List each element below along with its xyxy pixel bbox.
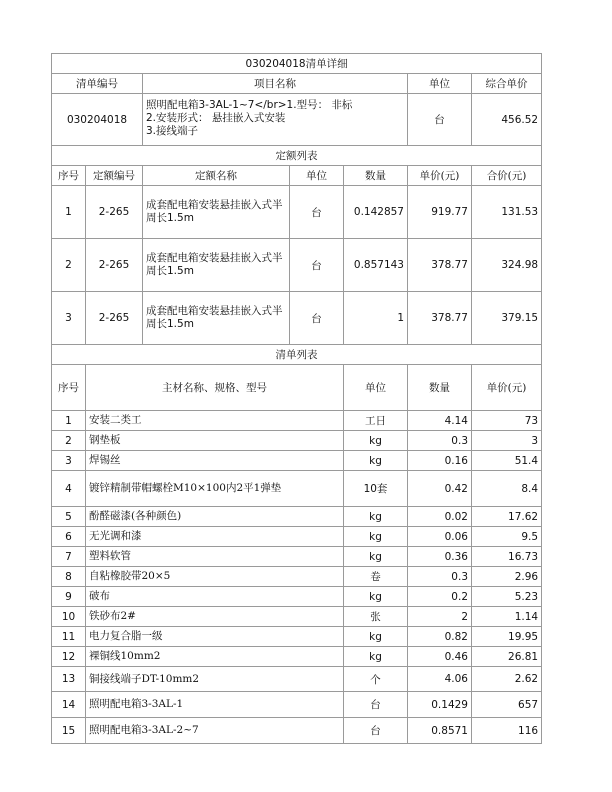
material-row: [52, 692, 542, 718]
quota-header-code: 定额编号: [86, 166, 143, 186]
material-unit: 张: [344, 607, 408, 627]
quota-no: 1: [52, 186, 86, 239]
quota-no: 3: [52, 292, 86, 345]
material-name: 照明配电箱3-3AL-1: [86, 692, 344, 718]
material-name: 钢垫板: [86, 431, 344, 451]
material-name: 电力复合脂一级: [86, 627, 344, 647]
material-unit: kg: [344, 647, 408, 667]
material-row: [52, 627, 542, 647]
material-unit: kg: [344, 451, 408, 471]
quota-section-title: 定额列表: [52, 146, 542, 166]
material-unit: 个: [344, 667, 408, 692]
material-qty: 0.82: [408, 627, 472, 647]
material-no: 3: [52, 451, 86, 471]
material-price: 16.73: [472, 547, 542, 567]
material-unit: 卷: [344, 567, 408, 587]
material-price: 51.4: [472, 451, 542, 471]
material-price: 26.81: [472, 647, 542, 667]
material-name: 裸铜线10mm2: [86, 647, 344, 667]
quota-row: [52, 292, 542, 345]
material-price: 73: [472, 411, 542, 431]
material-name: 无光调和漆: [86, 527, 344, 547]
quota-row: [52, 186, 542, 239]
quota-header-name: 定额名称: [143, 166, 290, 186]
quota-qty: 1: [344, 292, 408, 345]
material-row: [52, 567, 542, 587]
material-no: 8: [52, 567, 86, 587]
material-row: [52, 718, 542, 744]
material-name: 照明配电箱3-3AL-2~7: [86, 718, 344, 744]
material-name: 自粘橡胶带20×5: [86, 567, 344, 587]
quota-name: 成套配电箱安装悬挂嵌入式半周长1.5m: [143, 292, 290, 345]
materials-header-qty: 数量: [408, 365, 472, 411]
quota-section-row: [52, 146, 542, 166]
material-name: 铜接线端子DT-10mm2: [86, 667, 344, 692]
material-price: 116: [472, 718, 542, 744]
material-name: 破布: [86, 587, 344, 607]
material-no: 13: [52, 667, 86, 692]
material-unit: kg: [344, 431, 408, 451]
material-qty: 0.42: [408, 471, 472, 507]
quota-qty: 0.857143: [344, 239, 408, 292]
material-unit: 10套: [344, 471, 408, 507]
material-row: [52, 431, 542, 451]
material-price: 5.23: [472, 587, 542, 607]
material-qty: 4.06: [408, 667, 472, 692]
material-unit: kg: [344, 527, 408, 547]
material-qty: 0.06: [408, 527, 472, 547]
quota-total: 324.98: [472, 239, 542, 292]
quota-code: 2-265: [86, 186, 143, 239]
materials-header-name: 主材名称、规格、型号: [86, 365, 344, 411]
material-no: 6: [52, 527, 86, 547]
material-price: 19.95: [472, 627, 542, 647]
quota-qty: 0.142857: [344, 186, 408, 239]
material-row: [52, 411, 542, 431]
quota-unit: 台: [290, 292, 344, 345]
quota-name: 成套配电箱安装悬挂嵌入式半周长1.5m: [143, 239, 290, 292]
material-name: 铁砂布2#: [86, 607, 344, 627]
materials-header-unit: 单位: [344, 365, 408, 411]
quota-price: 378.77: [408, 292, 472, 345]
materials-header-price: 单价(元): [472, 365, 542, 411]
material-qty: 2: [408, 607, 472, 627]
material-unit: kg: [344, 627, 408, 647]
material-price: 2.96: [472, 567, 542, 587]
quota-price: 378.77: [408, 239, 472, 292]
material-unit: kg: [344, 507, 408, 527]
material-row: [52, 527, 542, 547]
material-row: [52, 507, 542, 527]
quota-name: 成套配电箱安装悬挂嵌入式半周长1.5m: [143, 186, 290, 239]
quota-header-total: 合价(元): [472, 166, 542, 186]
material-row: [52, 607, 542, 627]
material-price: 657: [472, 692, 542, 718]
item-price: 456.52: [472, 94, 542, 146]
quota-unit: 台: [290, 239, 344, 292]
material-row: [52, 471, 542, 507]
material-qty: 0.3: [408, 431, 472, 451]
material-unit: kg: [344, 547, 408, 567]
material-no: 7: [52, 547, 86, 567]
material-no: 2: [52, 431, 86, 451]
material-no: 10: [52, 607, 86, 627]
quota-header-row: [52, 166, 542, 186]
material-price: 8.4: [472, 471, 542, 507]
material-qty: 0.8571: [408, 718, 472, 744]
unit-header: 单位: [408, 74, 472, 94]
material-name: 塑料软管: [86, 547, 344, 567]
material-row: [52, 587, 542, 607]
material-price: 2.62: [472, 667, 542, 692]
quota-header-price: 单价(元): [408, 166, 472, 186]
quota-header-qty: 数量: [344, 166, 408, 186]
material-price: 1.14: [472, 607, 542, 627]
name-header: 项目名称: [143, 74, 408, 94]
quota-row: [52, 239, 542, 292]
material-no: 1: [52, 411, 86, 431]
material-no: 9: [52, 587, 86, 607]
material-qty: 0.46: [408, 647, 472, 667]
material-name: 镀锌精制带帽螺栓M10×100内2平1弹垫: [86, 471, 344, 507]
material-unit: 台: [344, 718, 408, 744]
material-qty: 0.1429: [408, 692, 472, 718]
quota-code: 2-265: [86, 292, 143, 345]
item-header-row: [52, 74, 542, 94]
material-row: [52, 451, 542, 471]
material-row: [52, 647, 542, 667]
material-no: 5: [52, 507, 86, 527]
material-price: 3: [472, 431, 542, 451]
material-qty: 0.2: [408, 587, 472, 607]
material-no: 12: [52, 647, 86, 667]
material-unit: kg: [344, 587, 408, 607]
material-qty: 0.36: [408, 547, 472, 567]
materials-section-title: 清单列表: [52, 345, 542, 365]
quota-header-no: 序号: [52, 166, 86, 186]
material-row: [52, 667, 542, 692]
material-unit: 工日: [344, 411, 408, 431]
quota-header-unit: 单位: [290, 166, 344, 186]
materials-header-no: 序号: [52, 365, 86, 411]
material-no: 11: [52, 627, 86, 647]
item-row: [52, 94, 542, 146]
material-row: [52, 547, 542, 567]
materials-header-row: [52, 365, 542, 411]
material-name: 焊锡丝: [86, 451, 344, 471]
material-name: 安装二类工: [86, 411, 344, 431]
material-price: 17.62: [472, 507, 542, 527]
material-name: 酚醛磁漆(各种颜色): [86, 507, 344, 527]
code-header: 清单编号: [52, 74, 143, 94]
item-name: 照明配电箱3-3AL-1~7</br>1.型号： 非标 2.安装形式： 悬挂嵌入式安装 3.接线端子: [143, 94, 408, 146]
material-qty: 0.3: [408, 567, 472, 587]
material-no: 14: [52, 692, 86, 718]
quota-unit: 台: [290, 186, 344, 239]
material-unit: 台: [344, 692, 408, 718]
material-no: 4: [52, 471, 86, 507]
quota-price: 919.77: [408, 186, 472, 239]
item-unit: 台: [408, 94, 472, 146]
material-price: 9.5: [472, 527, 542, 547]
quota-code: 2-265: [86, 239, 143, 292]
item-code: 030204018: [52, 94, 143, 146]
material-qty: 4.14: [408, 411, 472, 431]
material-no: 15: [52, 718, 86, 744]
quota-no: 2: [52, 239, 86, 292]
bill-detail-table: [51, 53, 542, 744]
quota-total: 379.15: [472, 292, 542, 345]
material-qty: 0.16: [408, 451, 472, 471]
price-header: 综合单价: [472, 74, 542, 94]
materials-section-row: [52, 345, 542, 365]
title-row: [52, 54, 542, 74]
material-qty: 0.02: [408, 507, 472, 527]
quota-total: 131.53: [472, 186, 542, 239]
table-title: 030204018清单详细: [52, 54, 542, 74]
